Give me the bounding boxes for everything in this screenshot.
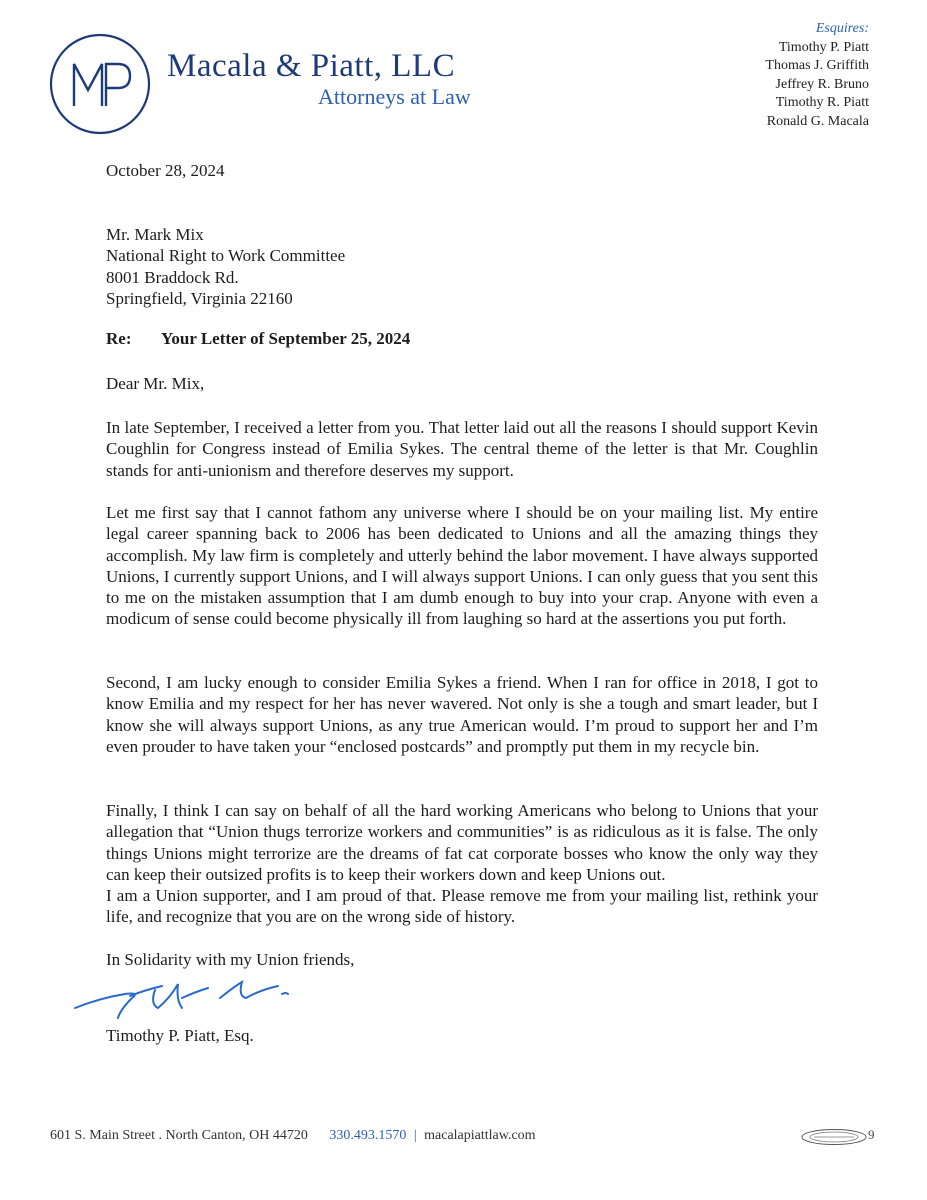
esquire-name: Ronald G. Macala: [766, 113, 869, 129]
subject-value: Your Letter of September 25, 2024: [161, 329, 411, 348]
esquires-list: [765, 20, 869, 131]
body-paragraph: In late September, I received a letter from you. That letter laid out all the reasons I should support Kevin Coughlin for Congress instead of Emilia Sykes. The central theme of the letter is that Mr. Coughlin stands for anti-unionism and therefore deserves my support.: [106, 418, 818, 480]
firm-logo: [48, 32, 152, 136]
letterhead-footer: [50, 1128, 536, 1144]
signer-name: Timothy P. Piatt, Esq.: [106, 1026, 254, 1045]
esquire-name: Thomas J. Griffith: [765, 58, 869, 73]
subject-line: [106, 329, 411, 349]
body-paragraph: I am a Union supporter, and I am proud of that. Please remove me from your mailing list, rethink your life, and recognize that you are on the wrong side of history.: [106, 886, 818, 927]
firm-name: Macala & Piatt, LLC: [167, 48, 456, 84]
footer-website[interactable]: macalapiattlaw.com: [424, 1128, 536, 1143]
recipient-line: Springfield, Virginia 22160: [106, 288, 293, 308]
union-bug-number: 9: [868, 1127, 875, 1142]
recipient-line: National Right to Work Committee: [106, 246, 346, 266]
recipient-line: Mr. Mark Mix: [106, 225, 204, 244]
recipient-address: [106, 224, 818, 309]
recipient-line: 8001 Braddock Rd.: [106, 267, 239, 287]
salutation: Dear Mr. Mix,: [106, 374, 205, 393]
footer-separator: |: [413, 1128, 417, 1143]
union-bug-icon: [800, 1128, 868, 1146]
esquire-name: Timothy R. Piatt: [775, 95, 869, 110]
firm-subtitle: Attorneys at Law: [318, 84, 471, 109]
body-paragraph: Second, I am lucky enough to consider Emilia Sykes a friend. When I ran for office in 2018, I got to know Emilia and my respect for her has never wavered. Not only is she a tough and smart leader, but I know she will always support Unions, as any true American would. I’m proud to support her and I’m even prouder to have taken your “enclosed postcards” and promptly put them in my recycle bin.: [106, 673, 818, 756]
handwritten-signature: [70, 968, 320, 1028]
subject-label: Re:: [106, 329, 132, 348]
esquire-name: Timothy P. Piatt: [778, 39, 869, 55]
letter-date: October 28, 2024: [106, 161, 225, 180]
esquires-heading: Esquires:: [815, 21, 869, 36]
body-paragraph: Finally, I think I can say on behalf of all the hard working Americans who belong to Unions that your allegation that “Union thugs terrorize workers and communities” is as ridiculous as it is false. The only things Unions might terrorize are the dreams of fat cat corporate bosses who know the only way they can keep their outsized profits is to keep their workers down and keep Unions out.: [106, 801, 818, 884]
body-paragraph: Let me first say that I cannot fathom any universe where I should be on your mailing list. My entire legal career spanning back to 2006 has been dedicated to Unions and all the amazing things they accomplish. My law firm is completely and utterly behind the labor movement. I have always supported Unions, I currently support Unions, and I will always support Unions. I can only guess that you sent this to me on the mistaken assumption that I am dumb enough to buy into your crap. Anyone with even a modicum of sense could become physically ill from laughing so hard at the assertions you put forth.: [106, 503, 818, 629]
footer-address: 601 S. Main Street . North Canton, OH 44720: [50, 1128, 308, 1143]
footer-phone: 330.493.1570: [329, 1128, 407, 1143]
esquire-name: Jeffrey R. Bruno: [775, 76, 869, 92]
letter-closing: In Solidarity with my Union friends,: [106, 950, 355, 969]
